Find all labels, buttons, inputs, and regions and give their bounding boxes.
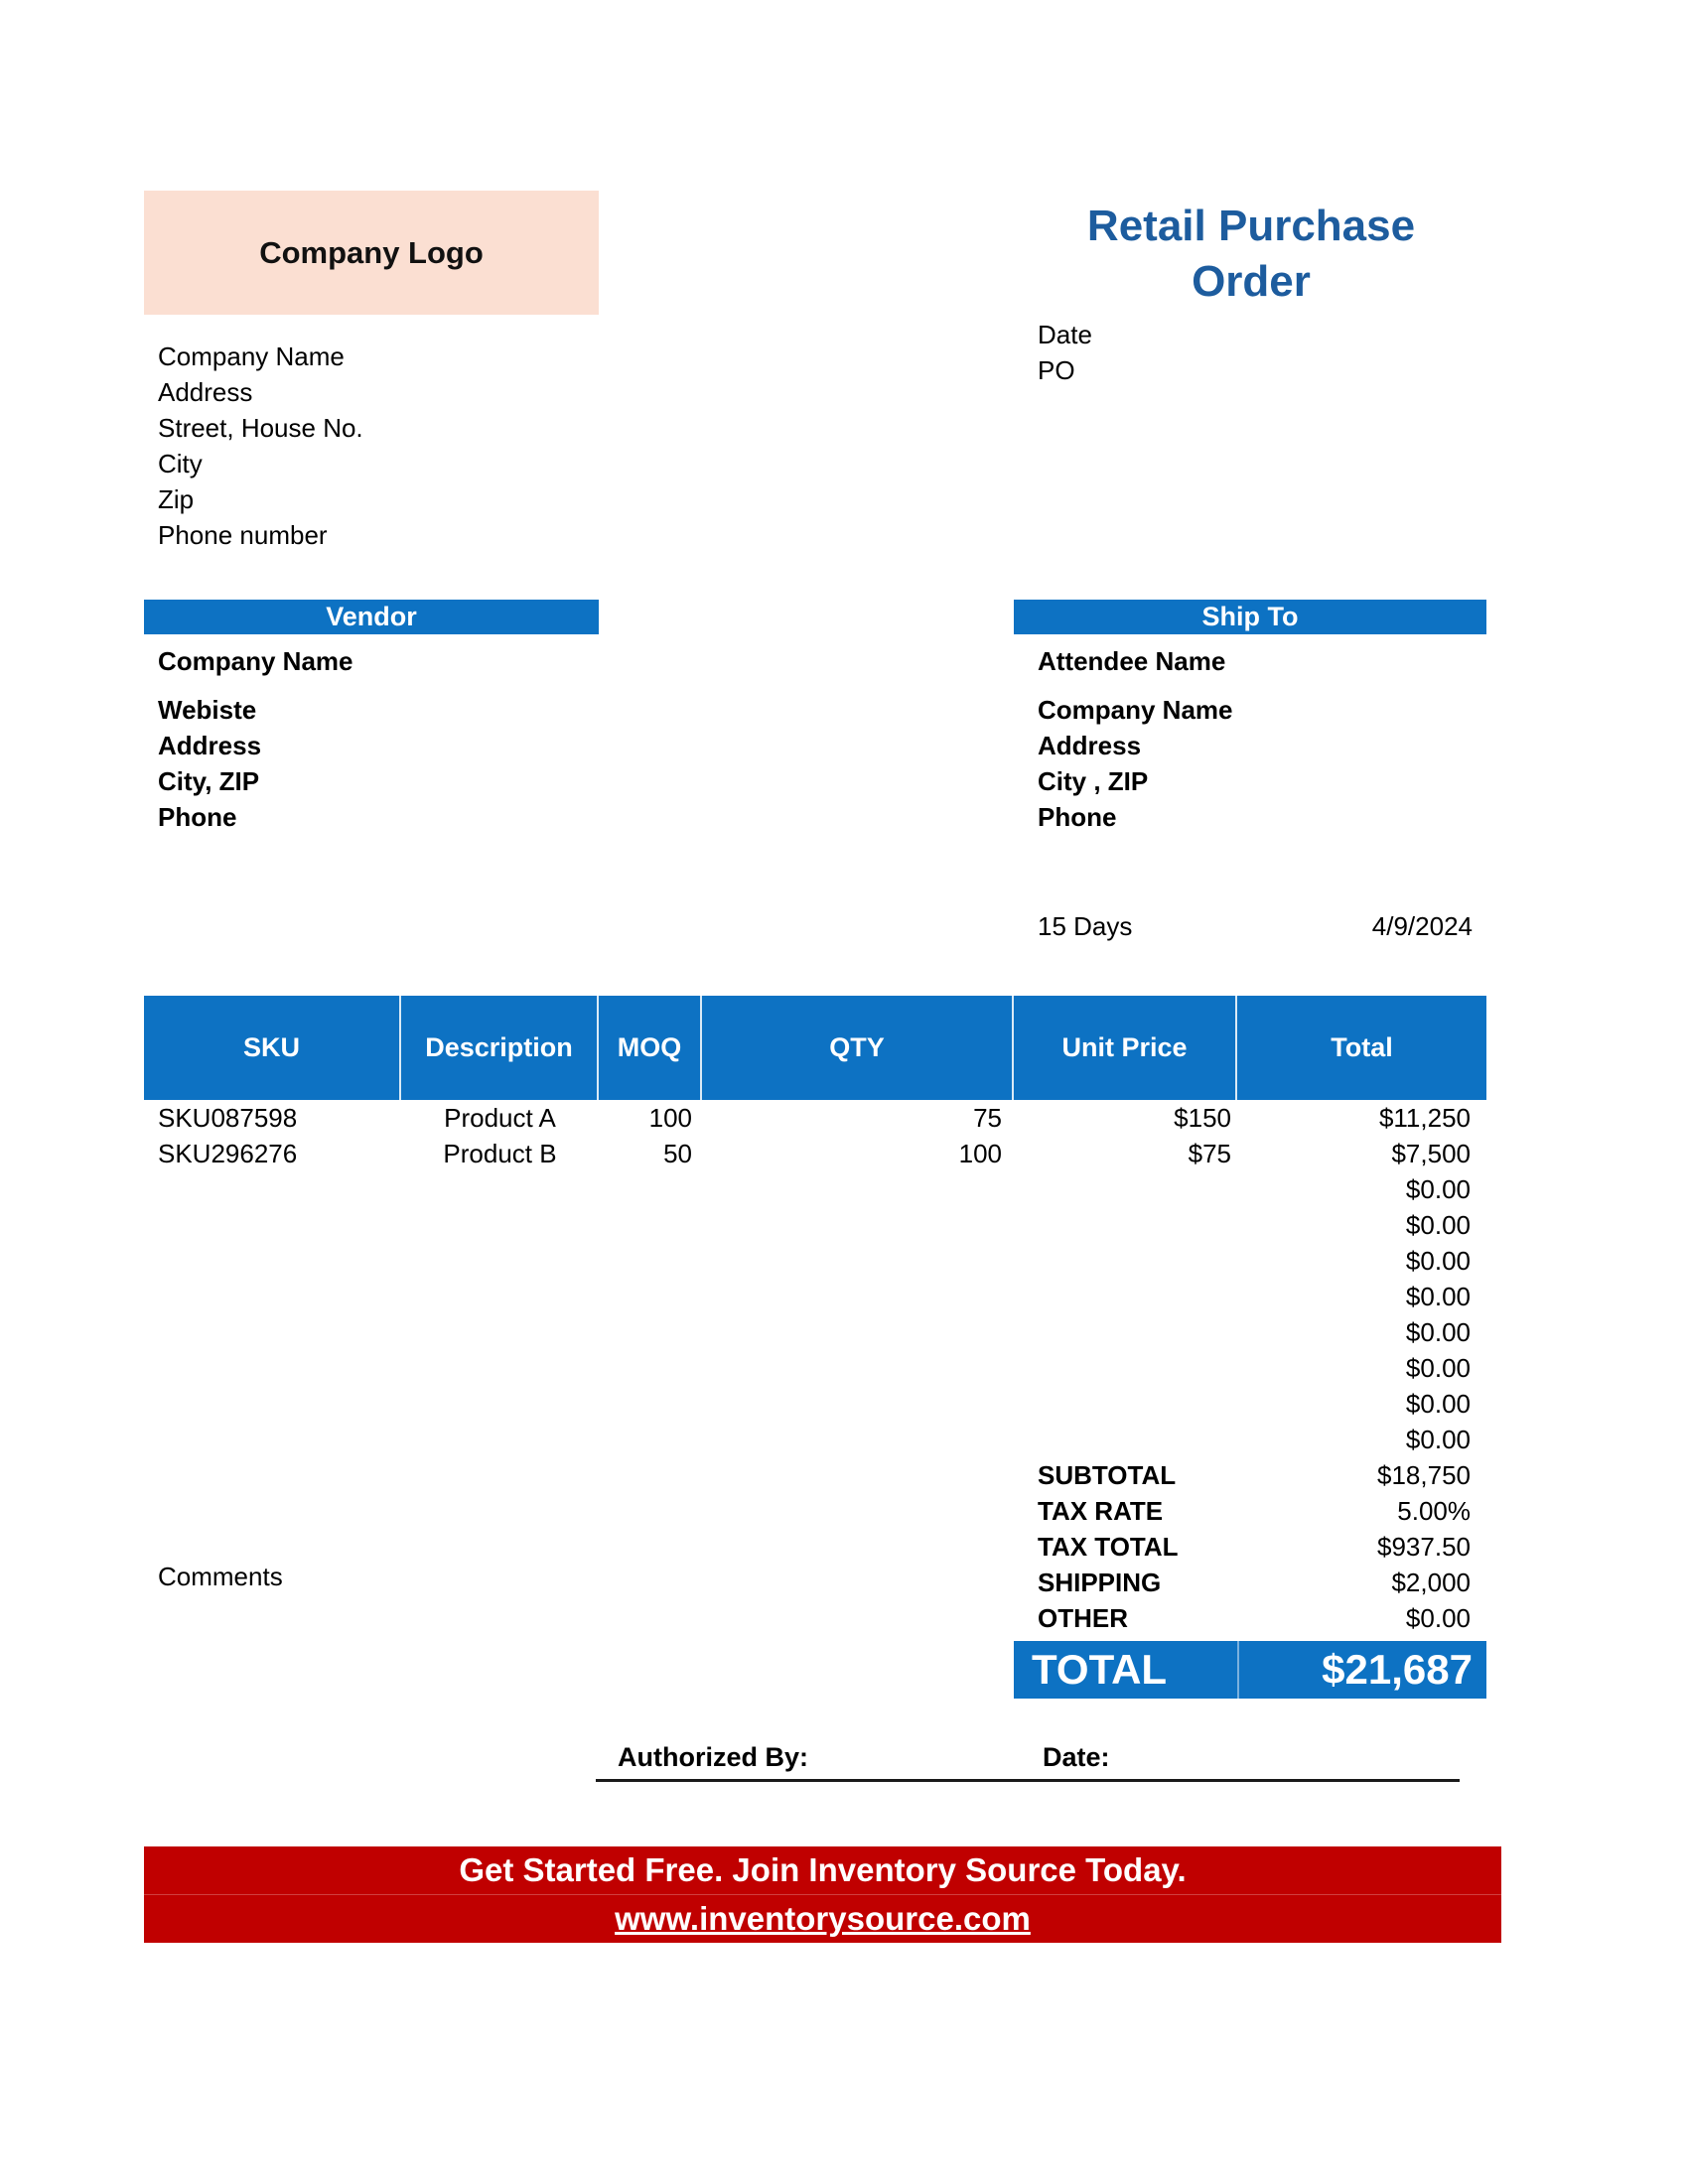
- shipto-company-name: Company Name: [1038, 695, 1233, 725]
- cell-total-zero: $0.00: [1405, 1281, 1471, 1311]
- shipto-phone: Phone: [1038, 802, 1117, 832]
- subtotal-label: SUBTOTAL: [1038, 1459, 1177, 1490]
- header-cell-sku: SKU: [144, 996, 401, 1100]
- cell-total-zero: $0.00: [1405, 1316, 1471, 1347]
- header-cell-total: Total: [1331, 1032, 1393, 1062]
- summary-row-other: [1014, 1600, 1486, 1636]
- total-bar-divider: [1237, 1641, 1239, 1699]
- po-label: PO: [1038, 355, 1075, 385]
- shipping-label: SHIPPING: [1038, 1567, 1162, 1597]
- payment-terms: 15 Days: [1038, 911, 1133, 941]
- page-title-line2: Order: [1192, 257, 1311, 306]
- cell-total-zero: $0.00: [1405, 1245, 1471, 1276]
- cell-sku: SKU296276: [158, 1138, 298, 1168]
- cell-total-zero: $0.00: [1405, 1388, 1471, 1419]
- shipto-city-zip: City , ZIP: [1038, 766, 1149, 796]
- terms-row: [1038, 911, 1473, 942]
- footer-banner: [144, 1846, 1501, 1943]
- shipto-address: Address: [1038, 731, 1142, 760]
- cell-total-zero: $0.00: [1405, 1352, 1471, 1383]
- summary-row-shipping: [1014, 1565, 1486, 1600]
- items-table: [144, 996, 1486, 1457]
- company-info-street: Street, House No.: [158, 413, 363, 443]
- footer-headline: Get Started Free. Join Inventory Source Today.: [144, 1846, 1501, 1895]
- cell-description: Product B: [443, 1138, 557, 1168]
- shipto-attendee-name: Attendee Name: [1038, 646, 1226, 676]
- table-row-empty: [144, 1422, 1486, 1457]
- header-cell-unit-price: Unit Price: [1014, 996, 1237, 1100]
- grand-total-bar: [1014, 1641, 1486, 1699]
- cell-description: Product A: [444, 1102, 556, 1133]
- table-row-empty: [144, 1207, 1486, 1243]
- company-info-block: [158, 339, 363, 553]
- summary-row-tax-rate: [1014, 1493, 1486, 1529]
- grand-total-value: $21,687: [1322, 1646, 1473, 1693]
- cell-total-zero: $0.00: [1405, 1173, 1471, 1204]
- order-meta-labels: [1038, 317, 1092, 388]
- cell-moq: 50: [663, 1138, 692, 1168]
- footer-url-link[interactable]: www.inventorysource.com: [615, 1900, 1031, 1937]
- other-value: $0.00: [1405, 1602, 1471, 1633]
- header-cell-qty: QTY: [702, 996, 1014, 1100]
- company-info-address: Address: [158, 377, 253, 407]
- table-row: [144, 1136, 1486, 1171]
- company-info-zip: Zip: [158, 484, 195, 514]
- vendor-city-zip: City, ZIP: [158, 766, 260, 796]
- vendor-website: Webiste: [158, 695, 257, 725]
- grand-total-label: TOTAL: [1032, 1646, 1168, 1693]
- shipping-value: $2,000: [1391, 1567, 1471, 1597]
- shipto-section-header: Ship To: [1014, 600, 1486, 634]
- signature-date-label: Date:: [1043, 1742, 1110, 1772]
- tax-total-label: TAX TOTAL: [1038, 1531, 1179, 1562]
- vendor-section-header: Vendor: [144, 600, 599, 634]
- vendor-phone: Phone: [158, 802, 237, 832]
- page-title-line1: Retail Purchase: [1086, 202, 1416, 250]
- authorized-by-label: Authorized By:: [618, 1742, 808, 1772]
- tax-total-value: $937.50: [1377, 1531, 1471, 1562]
- header-cell-moq: MOQ: [599, 996, 702, 1100]
- date-label: Date: [1038, 320, 1092, 349]
- order-date: 4/9/2024: [1371, 911, 1473, 941]
- shipto-block: [1038, 643, 1233, 835]
- cell-unit-price: $150: [1174, 1102, 1231, 1133]
- vendor-address: Address: [158, 731, 262, 760]
- summary-row-subtotal: [1014, 1457, 1486, 1493]
- table-row-empty: [144, 1386, 1486, 1422]
- subtotal-value: $18,750: [1377, 1459, 1471, 1490]
- header-cell-description: Description: [401, 996, 599, 1100]
- cell-total: $7,500: [1391, 1138, 1471, 1168]
- table-row-empty: [144, 1314, 1486, 1350]
- cell-moq: 100: [648, 1102, 692, 1133]
- cell-qty: 100: [958, 1138, 1002, 1168]
- tax-rate-label: TAX RATE: [1038, 1495, 1164, 1526]
- signature-line: [596, 1735, 1460, 1782]
- page-title: [1003, 199, 1499, 310]
- vendor-company-name: Company Name: [158, 646, 353, 676]
- comments-label: Comments: [158, 1562, 283, 1591]
- table-row-empty: [144, 1243, 1486, 1279]
- table-row: [144, 1100, 1486, 1136]
- table-row-empty: [144, 1171, 1486, 1207]
- cell-total-zero: $0.00: [1405, 1209, 1471, 1240]
- cell-qty: 75: [973, 1102, 1002, 1133]
- tax-rate-value: 5.00%: [1397, 1495, 1471, 1526]
- table-row-empty: [144, 1279, 1486, 1314]
- cell-total-zero: $0.00: [1405, 1424, 1471, 1454]
- table-row-empty: [144, 1350, 1486, 1386]
- items-table-header: [144, 996, 1486, 1100]
- summary-block: [1014, 1457, 1486, 1636]
- company-info-city: City: [158, 449, 203, 478]
- cell-total: $11,250: [1378, 1102, 1471, 1133]
- cell-sku: SKU087598: [158, 1102, 298, 1133]
- company-info-name: Company Name: [158, 341, 345, 371]
- footer-url-row: [144, 1895, 1501, 1943]
- vendor-block: [158, 643, 353, 835]
- company-info-phone: Phone number: [158, 520, 328, 550]
- cell-unit-price: $75: [1188, 1138, 1231, 1168]
- company-logo-placeholder: [144, 191, 599, 315]
- company-logo-text: Company Logo: [259, 234, 484, 270]
- other-label: OTHER: [1038, 1602, 1128, 1633]
- summary-row-tax-total: [1014, 1529, 1486, 1565]
